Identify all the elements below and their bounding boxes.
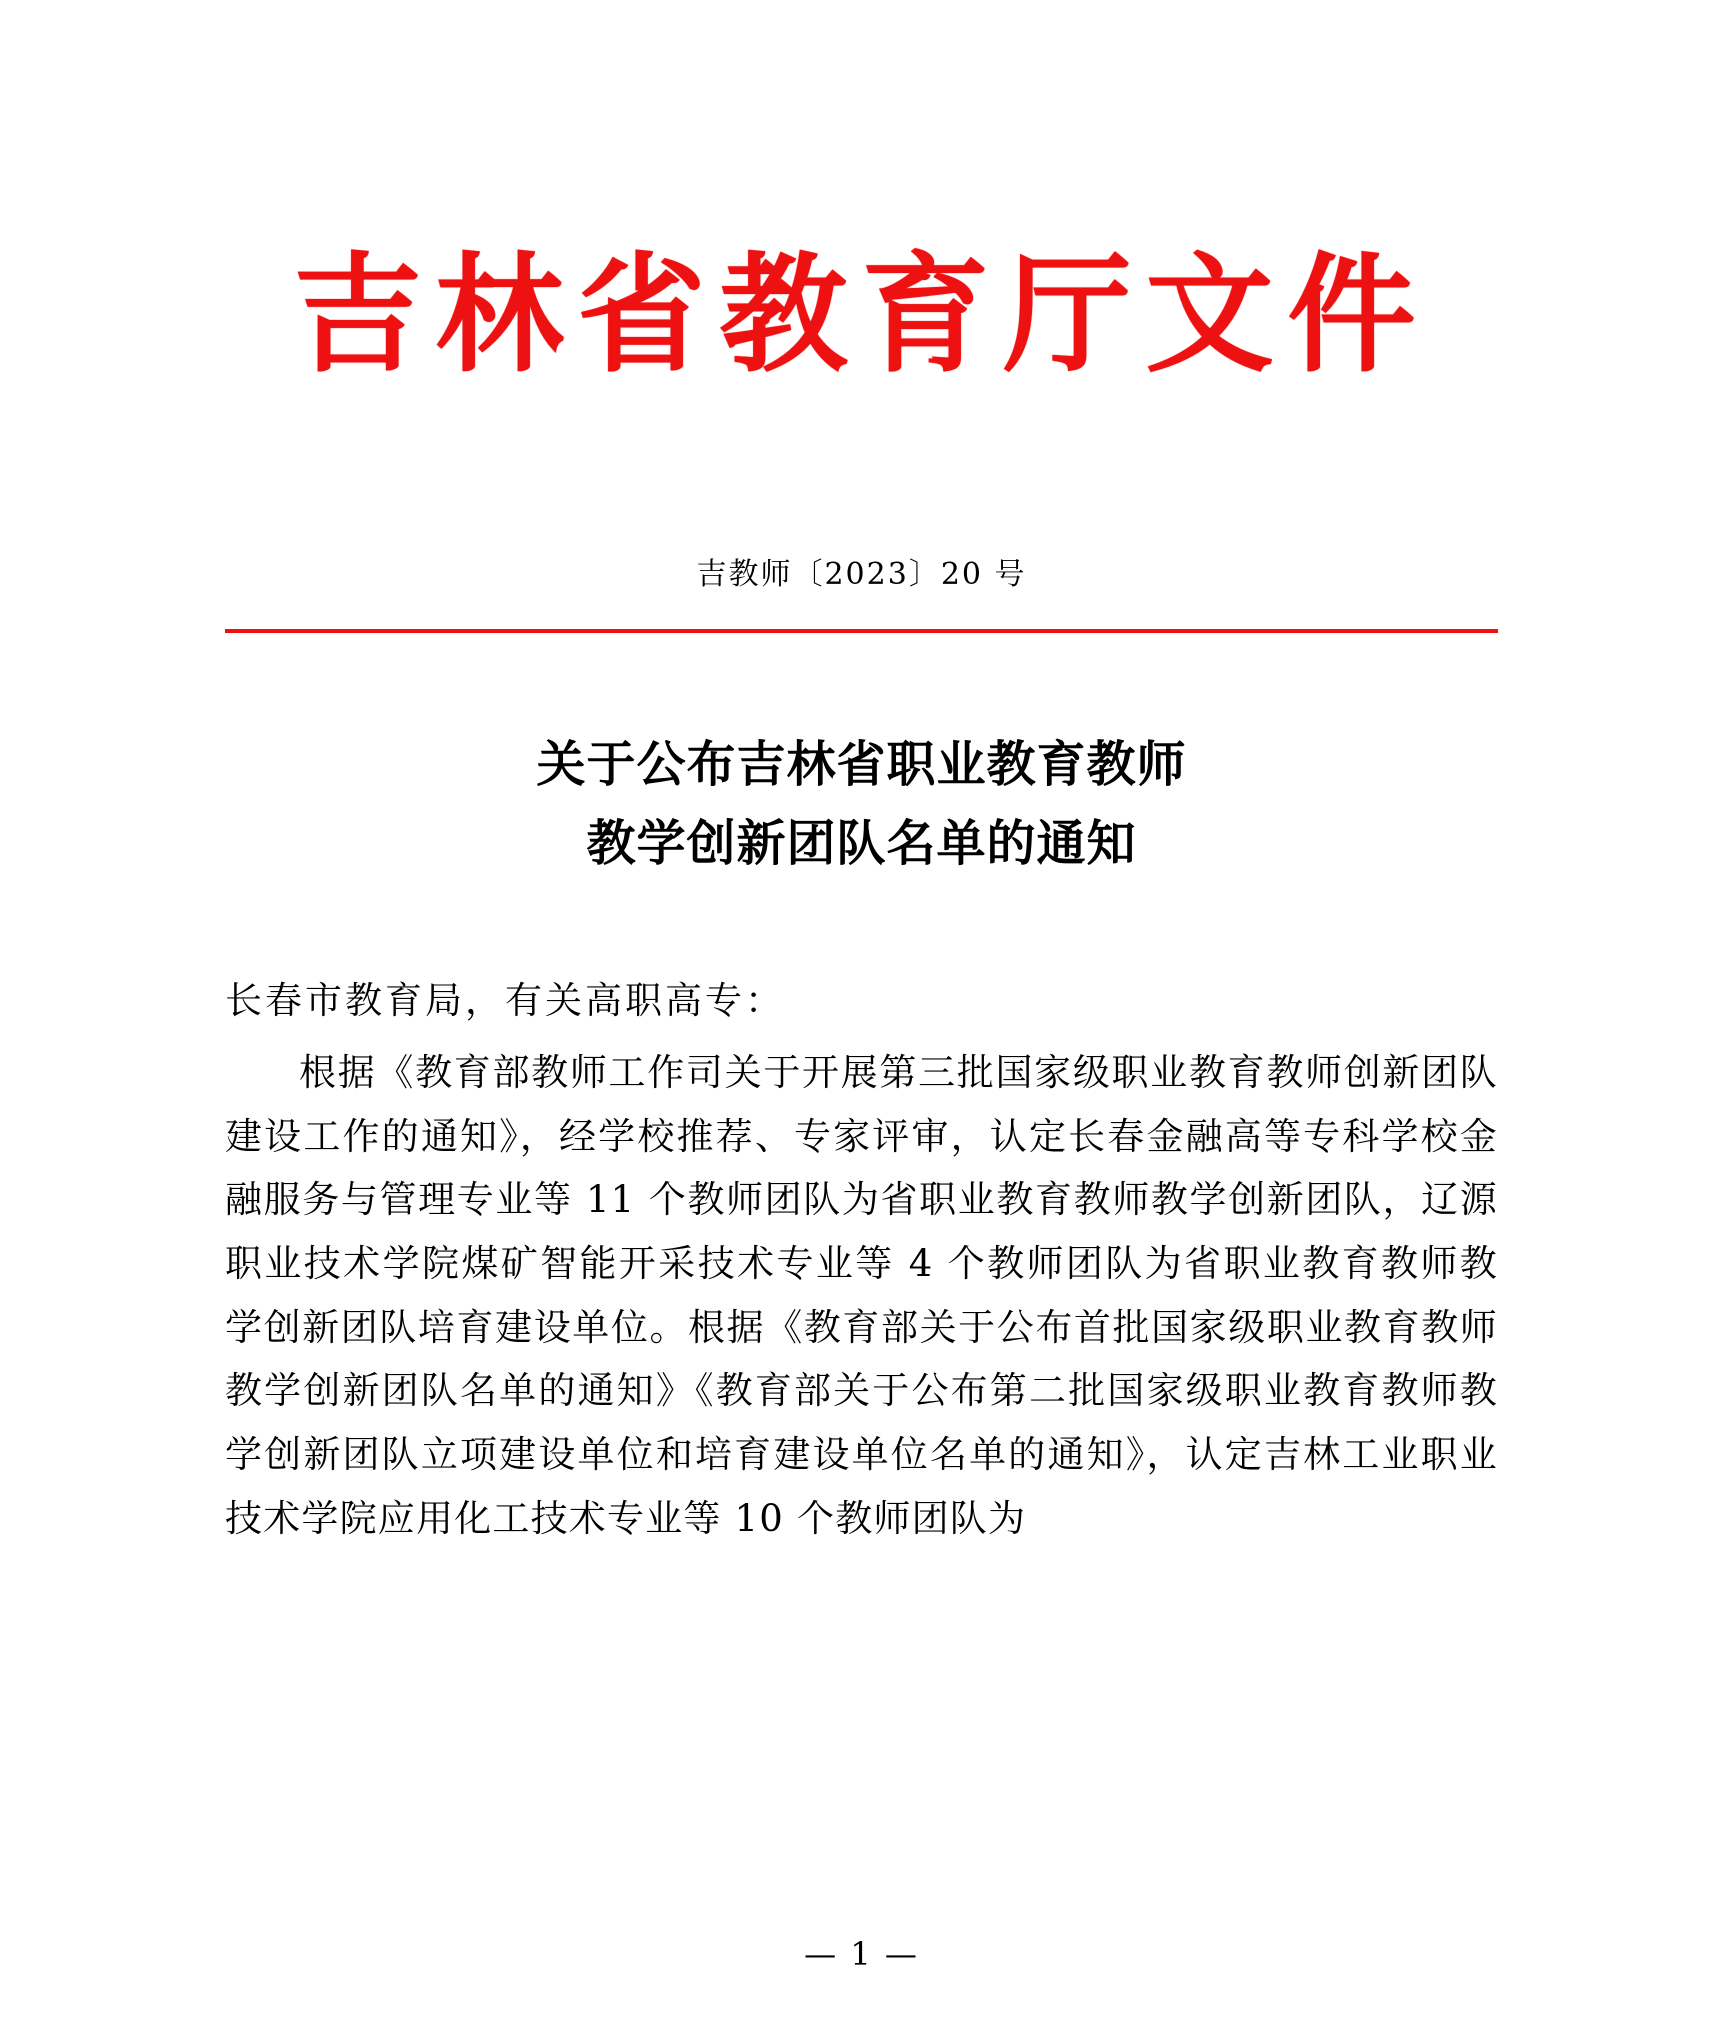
salutation-text: 长春市教育局，有关高职高专： [225,978,785,1022]
page-title-line-2: 教学创新团队名单的通知 [586,814,1137,873]
page-title-line-1: 关于公布吉林省职业教育教师 [536,735,1187,794]
body-paragraph: 根据《教育部教师工作司关于开展第三批国家级职业教育教师创新团队建设工作的通知》，经学校推荐、专家评审，认定长春金融高等专科学校金融服务与管理专业等 11 个教师团队为省职业教育教师教学创新团队，辽源职业技术学院煤矿智能开采技术专业等 4 个教师团队为省职业教育教师教学创新团队培育建设单位。根据《教育部关于公布首批国家级职业教育教师教学创新团队名单的通知》《教育部关于公布第二批国家级职业教育教师教学创新团队立项建设单位和培育建设单位名单的通知》，认定吉林工业职业技术学院应用化工技术专业等 10 个教师团队为 [225,1051,1498,1540]
masthead-title: 吉林省教育厅文件 [293,240,1430,390]
document-number: 吉教师〔2023〕20 号 [696,557,1027,593]
page-number: — 1 — [804,1935,919,1973]
red-divider-rule [225,629,1498,633]
page-title [225,725,1498,884]
